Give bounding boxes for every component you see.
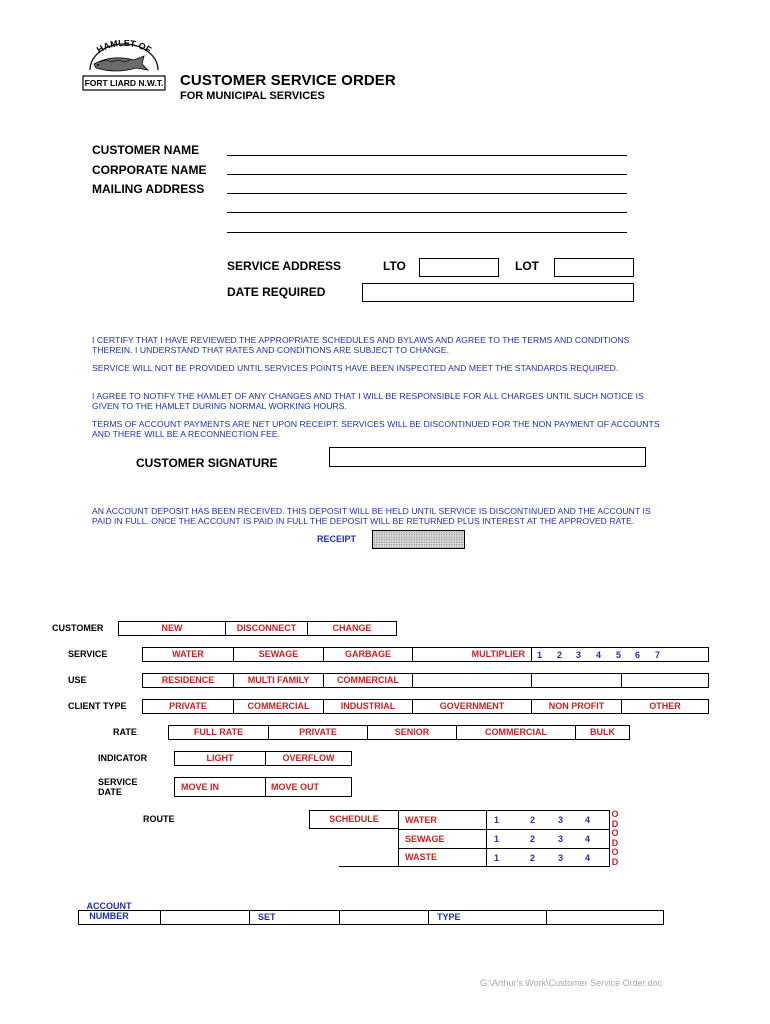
client-type-row-label: CLIENT TYPE bbox=[68, 701, 127, 711]
route-waste-d: D bbox=[611, 856, 619, 867]
terms-paragraph-1: I CERTIFY THAT I HAVE REVIEWED THE APPROPRIATE SCHEDULES AND BYLAWS AND AGREE TO THE TERMS AND CONDITIONS THEREIN. I UNDERSTAND THAT RATES AND CONDITIONS ARE SUBJECT TO CHANGE. bbox=[92, 335, 630, 355]
multiplier-value[interactable]: 5 bbox=[616, 650, 622, 660]
client-other-option[interactable]: OTHER bbox=[621, 699, 709, 714]
page-subtitle: FOR MUNICIPAL SERVICES bbox=[180, 90, 325, 102]
mailing-address-field-line2[interactable] bbox=[227, 212, 627, 213]
service-date-move-in-option[interactable]: MOVE IN bbox=[174, 777, 266, 797]
rate-row-label: RATE bbox=[113, 727, 137, 737]
lot-field[interactable] bbox=[554, 258, 634, 277]
service-water-option[interactable]: WATER bbox=[142, 647, 234, 662]
customer-name-field[interactable] bbox=[227, 155, 627, 156]
service-date-label-line1: SERVICE bbox=[98, 777, 138, 787]
route-schedule-cell: SCHEDULE bbox=[309, 810, 399, 829]
multiplier-value[interactable]: 2 bbox=[557, 650, 563, 660]
route-water-o: O bbox=[611, 809, 619, 819]
page-title: CUSTOMER SERVICE ORDER bbox=[180, 72, 396, 89]
svg-text:HAMLET OF bbox=[95, 40, 154, 55]
route-row-label: ROUTE bbox=[143, 814, 175, 824]
use-commercial-option[interactable]: COMMERCIAL bbox=[323, 673, 413, 688]
service-garbage-option[interactable]: GARBAGE bbox=[323, 647, 413, 662]
account-type-label: TYPE bbox=[428, 910, 547, 925]
route-water-d: D bbox=[611, 818, 619, 829]
route-sewage-cell: SEWAGE bbox=[398, 829, 487, 849]
terms-paragraph-2: SERVICE WILL NOT BE PROVIDED UNTIL SERVICES POINTS HAVE BEEN INSPECTED AND MEET THE STANDARDS REQUIRED. bbox=[92, 363, 619, 373]
route-waste-value[interactable]: 1 bbox=[494, 853, 500, 863]
route-sewage-value[interactable]: 3 bbox=[558, 834, 564, 844]
customer-disconnect-option[interactable]: DISCONNECT bbox=[225, 621, 308, 636]
indicator-row-label: INDICATOR bbox=[98, 753, 148, 763]
multiplier-value[interactable]: 4 bbox=[596, 650, 602, 660]
date-required-field[interactable] bbox=[362, 283, 634, 302]
multiplier-value[interactable]: 6 bbox=[635, 650, 641, 660]
customer-change-option[interactable]: CHANGE bbox=[307, 621, 397, 636]
account-type-field[interactable] bbox=[546, 910, 664, 925]
receipt-label: RECEIPT bbox=[317, 534, 357, 544]
multiplier-value[interactable]: 7 bbox=[655, 650, 661, 660]
route-waste-od bbox=[609, 848, 621, 867]
corporate-name-field[interactable] bbox=[227, 174, 627, 175]
route-water-od bbox=[609, 810, 621, 829]
route-water-value[interactable]: 2 bbox=[530, 815, 536, 825]
customer-row-label: CUSTOMER bbox=[52, 623, 104, 633]
route-waste-cell: WASTE bbox=[398, 848, 487, 867]
indicator-overflow-option[interactable]: OVERFLOW bbox=[265, 751, 352, 766]
route-water-cell: WATER bbox=[398, 810, 487, 830]
use-residence-option[interactable]: RESIDENCE bbox=[142, 673, 234, 688]
client-government-option[interactable]: GOVERNMENT bbox=[412, 699, 532, 714]
account-set-label: SET bbox=[249, 910, 340, 925]
corporate-name-label: CORPORATE NAME bbox=[92, 163, 207, 177]
lto-field[interactable] bbox=[419, 258, 499, 277]
customer-signature-field[interactable] bbox=[329, 447, 646, 467]
route-waste-values-cell[interactable] bbox=[486, 848, 610, 867]
service-address-label: SERVICE ADDRESS bbox=[227, 259, 342, 273]
logo-name-text: FORT LIARD N.W.T. bbox=[84, 78, 164, 88]
route-waste-value[interactable]: 2 bbox=[530, 853, 536, 863]
rate-full-rate-option[interactable]: FULL RATE bbox=[168, 725, 269, 740]
deposit-text: AN ACCOUNT DEPOSIT HAS BEEN RECEIVED. THIS DEPOSIT WILL BE HELD UNTIL SERVICE IS DISCONTINUED AND THE ACCOUNT IS PAID IN FULL. ONCE THE ACCOUNT IS PAID IN FULL THE DEPOSIT WILL BE RETURNED PLUS INTEREST AT THE APPROVED RATE. bbox=[92, 506, 651, 526]
account-label-line2: NUMBER bbox=[89, 911, 129, 921]
account-set-field[interactable] bbox=[339, 910, 429, 925]
route-waste-o: O bbox=[611, 847, 619, 857]
customer-name-label: CUSTOMER NAME bbox=[92, 143, 200, 157]
route-sewage-values-cell[interactable] bbox=[486, 829, 610, 849]
service-row-label: SERVICE bbox=[68, 649, 108, 659]
rate-commercial-option[interactable]: COMMERCIAL bbox=[456, 725, 576, 740]
use-multi-family-option[interactable]: MULTI FAMILY bbox=[233, 673, 324, 688]
route-waste-value[interactable]: 3 bbox=[558, 853, 564, 863]
use-row-label: USE bbox=[68, 675, 87, 685]
client-commercial-option[interactable]: COMMERCIAL bbox=[233, 699, 324, 714]
route-water-value[interactable]: 4 bbox=[585, 815, 591, 825]
client-industrial-option[interactable]: INDUSTRIAL bbox=[323, 699, 413, 714]
mailing-address-field-line3[interactable] bbox=[227, 232, 627, 233]
route-sewage-o: O bbox=[611, 828, 619, 838]
lto-label: LTO bbox=[383, 259, 406, 273]
use-blank-cell-3[interactable] bbox=[621, 673, 709, 688]
route-sewage-value[interactable]: 2 bbox=[530, 834, 536, 844]
service-date-move-out-option[interactable]: MOVE OUT bbox=[265, 777, 352, 797]
multiplier-value[interactable]: 3 bbox=[576, 650, 582, 660]
client-non-profit-option[interactable]: NON PROFIT bbox=[531, 699, 622, 714]
multiplier-value[interactable]: 1 bbox=[537, 650, 543, 660]
footer-file-path: G:\Arthur's Work\Customer Service Order.doc bbox=[480, 978, 663, 988]
terms-paragraph-4: TERMS OF ACCOUNT PAYMENTS ARE NET UPON RECEIPT. SERVICES WILL BE DISCONTINUED FOR THE NON PAYMENT OF ACCOUNTS AND THERE WILL BE A RECONNECTION FEE. bbox=[92, 419, 660, 439]
hamlet-logo bbox=[82, 40, 166, 92]
logo-arc-text: HAMLET OF bbox=[94, 40, 154, 55]
rate-senior-option[interactable]: SENIOR bbox=[367, 725, 457, 740]
receipt-field[interactable] bbox=[372, 530, 465, 549]
route-sewage-value[interactable]: 1 bbox=[494, 834, 500, 844]
rate-private-option[interactable]: PRIVATE bbox=[268, 725, 368, 740]
indicator-light-option[interactable]: LIGHT bbox=[174, 751, 266, 766]
account-number-field[interactable] bbox=[160, 910, 250, 925]
mailing-address-label: MAILING ADDRESS bbox=[92, 182, 205, 196]
route-sewage-d: D bbox=[611, 837, 619, 848]
mailing-address-field-line1[interactable] bbox=[227, 193, 627, 194]
service-date-row-label bbox=[98, 777, 137, 797]
lot-label: LOT bbox=[515, 259, 539, 273]
customer-new-option[interactable]: NEW bbox=[118, 621, 226, 636]
route-sewage-value[interactable]: 4 bbox=[585, 834, 591, 844]
service-sewage-option[interactable]: SEWAGE bbox=[233, 647, 324, 662]
multiplier-label-cell bbox=[412, 647, 532, 662]
terms-paragraph-3: I AGREE TO NOTIFY THE HAMLET OF ANY CHANGES AND THAT I WILL BE RESPONSIBLE FOR ALL CHARGES UNTIL SUCH NOTICE IS GIVEN TO THE HAMLET DURING NORMAL WORKING HOURS. bbox=[92, 391, 644, 411]
route-water-value[interactable]: 1 bbox=[494, 815, 500, 825]
route-sewage-od bbox=[609, 829, 621, 848]
customer-signature-label: CUSTOMER SIGNATURE bbox=[136, 456, 278, 470]
account-label-line1: ACCOUNT bbox=[86, 901, 132, 911]
date-required-label: DATE REQUIRED bbox=[227, 285, 326, 299]
use-blank-cell-2[interactable] bbox=[531, 673, 622, 688]
multiplier-label: MULTIPLIER bbox=[471, 649, 525, 659]
account-label-cell bbox=[78, 910, 161, 925]
client-private-option[interactable]: PRIVATE bbox=[142, 699, 234, 714]
rate-bulk-option[interactable]: BULK bbox=[575, 725, 630, 740]
service-date-label-line2: DATE bbox=[98, 787, 122, 797]
use-blank-cell-1[interactable] bbox=[412, 673, 532, 688]
route-water-value[interactable]: 3 bbox=[558, 815, 564, 825]
route-waste-value[interactable]: 4 bbox=[585, 853, 591, 863]
route-water-values-cell[interactable] bbox=[486, 810, 610, 830]
